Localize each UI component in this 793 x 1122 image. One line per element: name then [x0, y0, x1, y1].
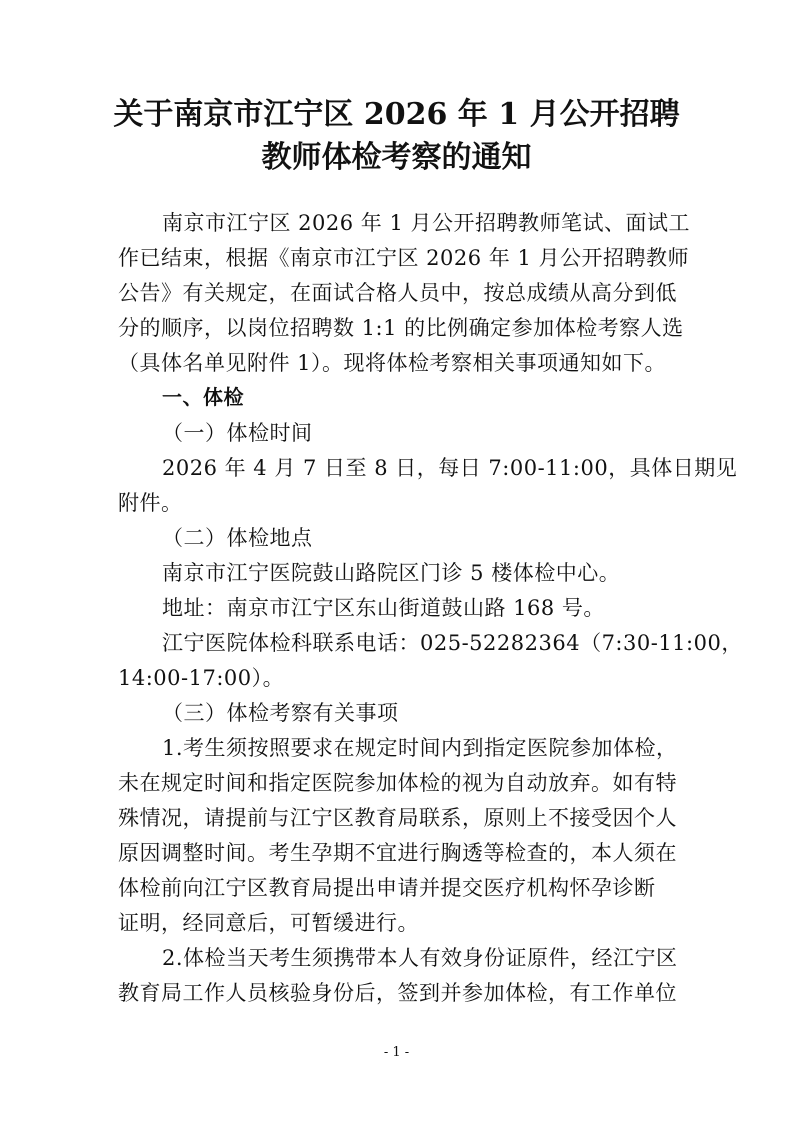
body-line: 未在规定时间和指定医院参加体检的视为自动放弃。如有特 [118, 771, 677, 795]
body-line: 原因调整时间。考生孕期不宜进行胸透等检查的，本人须在 [118, 841, 677, 865]
body-line: 分的顺序，以岗位招聘数 1:1 的比例确定参加体检考察人选 [118, 316, 684, 340]
body-line: 附件。 [118, 491, 183, 515]
body-line: 教育局工作人员核验身份后，签到并参加体检，有工作单位 [118, 981, 677, 1005]
subsection-heading-exam-matters: （三）体检考察有关事项 [162, 701, 399, 725]
body-line: （具体名单见附件 1）。现将体检考察相关事项通知如下。 [118, 351, 667, 375]
subsection-heading-exam-location: （二）体检地点 [162, 526, 313, 550]
page-number: - 1 - [383, 1045, 410, 1060]
subsection-heading-exam-time: （一）体检时间 [162, 421, 313, 445]
body-line: 作已结束，根据《南京市江宁区 2026 年 1 月公开招聘教师 [118, 246, 690, 270]
body-line: 江宁医院体检科联系电话：025-52282364（7:30-11:00， [162, 631, 743, 655]
body-line: 公告》有关规定，在面试合格人员中，按总成绩从高分到低 [118, 281, 677, 305]
body-line: 证明，经同意后，可暂缓进行。 [118, 911, 419, 935]
body-line: 14:00-17:00）。 [118, 666, 285, 690]
body-line: 殊情况，请提前与江宁区教育局联系，原则上不接受因个人 [118, 806, 677, 830]
body-line: 体检前向江宁区教育局提出申请并提交医疗机构怀孕诊断 [118, 876, 656, 900]
body-line: 南京市江宁医院鼓山路院区门诊 5 楼体检中心。 [162, 561, 621, 585]
section-heading-physical-exam: 一、体检 [162, 385, 244, 409]
body-line: 1.考生须按照要求在规定时间内到指定医院参加体检， [162, 736, 678, 760]
body-line: 地址：南京市江宁区东山街道鼓山路 168 号。 [162, 596, 605, 620]
document-title-line-1: 关于南京市江宁区 2026 年 1 月公开招聘 [113, 97, 680, 132]
body-line: 2.体检当天考生须携带本人有效身份证原件，经江宁区 [162, 946, 678, 970]
document-title-line-2: 教师体检考察的通知 [261, 140, 532, 175]
body-line: 南京市江宁区 2026 年 1 月公开招聘教师笔试、面试工 [162, 211, 691, 235]
body-line: 2026 年 4 月 7 日至 8 日，每日 7:00-11:00，具体日期见 [162, 456, 738, 480]
